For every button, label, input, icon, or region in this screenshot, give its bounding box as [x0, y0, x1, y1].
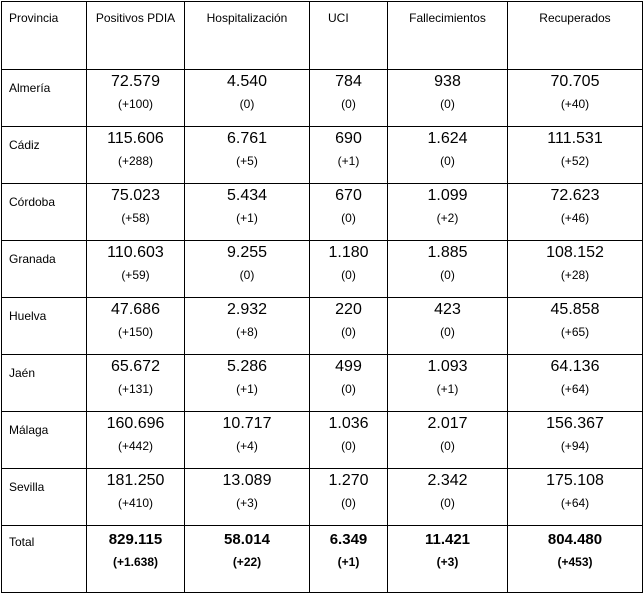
province-cell: [2, 241, 87, 298]
province-name: Jaén: [9, 366, 36, 380]
header-fallecimientos: Fallecimientos: [388, 2, 508, 70]
recuperados-cell: [508, 70, 643, 127]
uci-change: (0): [341, 439, 356, 453]
positivos-cell: [87, 70, 185, 127]
uci-change: (0): [341, 325, 356, 339]
uci-value: 499: [335, 358, 362, 375]
hospitalizacion-change: (+8): [236, 325, 258, 339]
hospitalizacion-value: 4.540: [226, 73, 268, 90]
hospitalizacion-value: 58.014: [224, 531, 270, 548]
positivos-change: (+58): [121, 211, 150, 225]
hospitalizacion-change: (+5): [236, 154, 258, 168]
recuperados-change: (+52): [560, 154, 590, 168]
hospitalizacion-cell: [185, 526, 310, 593]
hospitalizacion-value: 9.255: [226, 244, 268, 261]
recuperados-change: (+40): [560, 97, 590, 111]
positivos-value: 110.603: [107, 244, 164, 261]
fallecimientos-cell: [388, 469, 508, 526]
recuperados-change: (+453): [557, 555, 593, 569]
positivos-change: (+442): [117, 439, 154, 453]
hospitalizacion-value: 5.286: [226, 358, 268, 375]
fallecimientos-change: (+1): [436, 382, 459, 396]
fallecimientos-change: (+3): [436, 555, 459, 569]
hospitalizacion-cell: [185, 70, 310, 127]
positivos-change: (+100): [117, 97, 154, 111]
recuperados-cell: [508, 355, 643, 412]
header-recuperados: Recuperados: [508, 2, 643, 70]
province-name: Granada: [9, 252, 56, 266]
positivos-value: 160.696: [106, 415, 165, 432]
positivos-change: (+150): [117, 325, 154, 339]
uci-cell: [310, 412, 388, 469]
positivos-cell: [87, 412, 185, 469]
table-row: [2, 241, 643, 298]
positivos-value: 72.579: [111, 73, 160, 90]
recuperados-value: 64.136: [550, 358, 600, 375]
recuperados-value: 111.531: [547, 130, 603, 147]
hospitalizacion-change: (+1): [236, 211, 258, 225]
uci-value: 784: [335, 73, 362, 90]
recuperados-change: (+46): [560, 211, 590, 225]
fallecimientos-cell: [388, 298, 508, 355]
fallecimientos-value: 1.624: [427, 130, 468, 147]
positivos-cell: [87, 127, 185, 184]
recuperados-change: (+28): [560, 268, 590, 282]
header-positivos: Positivos PDIA: [87, 2, 185, 70]
uci-value: 1.036: [328, 415, 369, 432]
uci-cell: [310, 184, 388, 241]
positivos-cell: [87, 241, 185, 298]
hospitalizacion-value: 13.089: [222, 472, 272, 489]
fallecimientos-value: 1.885: [427, 244, 468, 261]
positivos-value: 829.115: [108, 531, 163, 548]
hospitalizacion-change: (+22): [232, 555, 262, 569]
fallecimientos-change: (+2): [436, 211, 459, 225]
recuperados-cell: [508, 184, 643, 241]
fallecimientos-cell: [388, 241, 508, 298]
uci-change: (0): [341, 382, 356, 396]
table-row: [2, 184, 643, 241]
positivos-value: 47.686: [111, 301, 160, 318]
province-name: Sevilla: [9, 480, 45, 494]
province-cell: [2, 526, 87, 593]
uci-cell: [310, 70, 388, 127]
fallecimientos-value: 2.017: [427, 415, 468, 432]
positivos-value: 181.250: [106, 472, 165, 489]
header-hospitalizacion: Hospitalización: [185, 2, 310, 70]
province-cell: [2, 70, 87, 127]
uci-change: (0): [341, 496, 356, 510]
hospitalizacion-cell: [185, 127, 310, 184]
province-cell: [2, 184, 87, 241]
recuperados-value: 108.152: [546, 244, 604, 261]
recuperados-value: 175.108: [546, 472, 604, 489]
recuperados-cell: [508, 127, 643, 184]
uci-value: 670: [335, 187, 362, 204]
fallecimientos-cell: [388, 412, 508, 469]
table-header-row: [2, 2, 643, 70]
fallecimientos-cell: [388, 127, 508, 184]
uci-cell: [310, 355, 388, 412]
uci-value: 1.270: [328, 472, 369, 489]
uci-change: (0): [341, 268, 356, 282]
header-uci: UCI: [310, 2, 388, 70]
province-name: Córdoba: [9, 195, 56, 209]
uci-value: 690: [335, 130, 362, 147]
uci-change: (+1): [337, 154, 360, 168]
table-row: [2, 127, 643, 184]
recuperados-value: 70.705: [550, 73, 600, 90]
province-cell: [2, 469, 87, 526]
positivos-change: (+1.638): [112, 555, 159, 569]
fallecimientos-change: (0): [440, 268, 455, 282]
fallecimientos-value: 2.342: [427, 472, 468, 489]
recuperados-change: (+64): [560, 496, 590, 510]
uci-cell: [310, 241, 388, 298]
total-label: Total: [9, 535, 35, 549]
positivos-value: 65.672: [111, 358, 160, 375]
fallecimientos-change: (0): [440, 154, 455, 168]
positivos-cell: [87, 469, 185, 526]
table-row: [2, 298, 643, 355]
uci-value: 1.180: [328, 244, 369, 261]
hospitalizacion-cell: [185, 241, 310, 298]
positivos-change: (+59): [121, 268, 150, 282]
positivos-cell: [87, 355, 185, 412]
uci-change: (0): [341, 97, 356, 111]
hospitalizacion-cell: [185, 298, 310, 355]
covid-data-table: [1, 1, 643, 593]
positivos-value: 75.023: [111, 187, 160, 204]
uci-cell: [310, 469, 388, 526]
province-cell: [2, 355, 87, 412]
fallecimientos-value: 11.421: [424, 531, 471, 548]
hospitalizacion-value: 10.717: [222, 415, 272, 432]
total-row: [2, 526, 643, 593]
table-row: [2, 355, 643, 412]
hospitalizacion-cell: [185, 412, 310, 469]
hospitalizacion-value: 6.761: [226, 130, 268, 147]
fallecimientos-value: 1.099: [427, 187, 468, 204]
hospitalizacion-cell: [185, 469, 310, 526]
recuperados-value: 72.623: [550, 187, 600, 204]
header-provincia: Provincia: [2, 2, 87, 70]
recuperados-cell: [508, 412, 643, 469]
fallecimientos-value: 423: [434, 301, 461, 318]
positivos-cell: [87, 184, 185, 241]
recuperados-change: (+65): [560, 325, 590, 339]
recuperados-value: 804.480: [547, 531, 603, 548]
uci-change: (+1): [337, 555, 360, 569]
uci-value: 220: [335, 301, 362, 318]
positivos-change: (+410): [117, 496, 154, 510]
uci-cell: [310, 526, 388, 593]
province-cell: [2, 127, 87, 184]
table-body: [2, 70, 643, 593]
fallecimientos-cell: [388, 526, 508, 593]
fallecimientos-change: (0): [440, 439, 455, 453]
positivos-value: 115.606: [107, 130, 164, 147]
fallecimientos-cell: [388, 184, 508, 241]
recuperados-change: (+94): [560, 439, 590, 453]
hospitalizacion-change: (0): [239, 97, 255, 111]
hospitalizacion-value: 5.434: [226, 187, 268, 204]
fallecimientos-change: (0): [440, 97, 455, 111]
hospitalizacion-change: (0): [239, 268, 255, 282]
fallecimientos-cell: [388, 70, 508, 127]
recuperados-cell: [508, 469, 643, 526]
fallecimientos-change: (0): [440, 496, 455, 510]
province-name: Huelva: [9, 309, 47, 323]
hospitalizacion-change: (+1): [236, 382, 258, 396]
uci-value: 6.349: [329, 531, 368, 548]
fallecimientos-value: 1.093: [427, 358, 468, 375]
recuperados-cell: [508, 298, 643, 355]
hospitalizacion-value: 2.932: [226, 301, 268, 318]
province-name: Almería: [9, 81, 51, 95]
province-name: Cádiz: [9, 138, 40, 152]
province-cell: [2, 298, 87, 355]
province-name: Málaga: [9, 423, 49, 437]
uci-cell: [310, 298, 388, 355]
fallecimientos-change: (0): [440, 325, 455, 339]
positivos-cell: [87, 298, 185, 355]
recuperados-change: (+64): [560, 382, 590, 396]
table-row: [2, 469, 643, 526]
uci-change: (0): [341, 211, 356, 225]
hospitalizacion-cell: [185, 355, 310, 412]
recuperados-cell: [508, 241, 643, 298]
hospitalizacion-change: (+3): [236, 496, 258, 510]
province-cell: [2, 412, 87, 469]
uci-cell: [310, 127, 388, 184]
positivos-cell: [87, 526, 185, 593]
recuperados-value: 156.367: [546, 415, 604, 432]
table-row: [2, 70, 643, 127]
fallecimientos-value: 938: [434, 73, 461, 90]
table-row: [2, 412, 643, 469]
positivos-change: (+131): [117, 382, 154, 396]
positivos-change: (+288): [117, 154, 154, 168]
recuperados-value: 45.858: [550, 301, 600, 318]
hospitalizacion-cell: [185, 184, 310, 241]
recuperados-cell: [508, 526, 643, 593]
hospitalizacion-change: (+4): [236, 439, 258, 453]
fallecimientos-cell: [388, 355, 508, 412]
